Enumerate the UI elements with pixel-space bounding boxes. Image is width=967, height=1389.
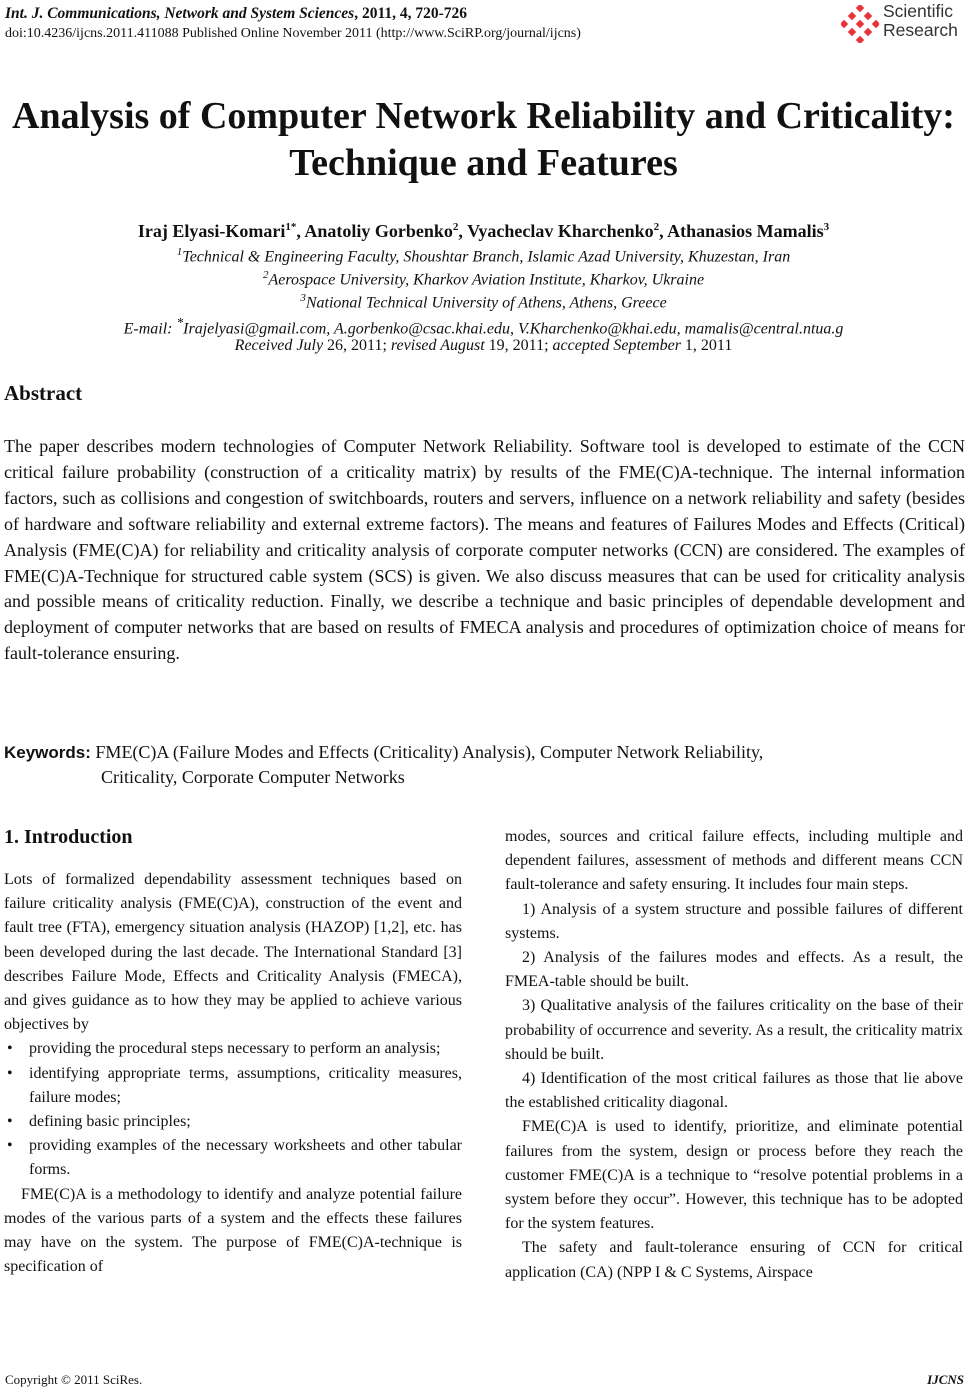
doi-line: doi:10.4236/ijcns.2011.411088 Published Online November 2011 (http://www.SciRP.org/journal/ijcns) [5,26,581,41]
bullet-icon: • [7,1064,13,1082]
right-column [505,825,963,1285]
author-name: Vyacheclav Kharchenko [467,221,654,241]
author-affiliation-mark: 1* [285,221,297,233]
journal-name: Int. J. Communications, Network and System Sciences [5,5,355,22]
author-name: Anatoliy Gorbenko [304,221,453,241]
abstract-text: The paper describes modern technologies of Computer Network Reliability. Software tool is developed to estimate of the CCN critical failure probability (construction of a criticality matrix) by results of the FME(C)A-technique. The internal information factors, such as collisions and congestion of switchboards, routers and servers, influence on a network reliability and safety (besides of hardware and software reliability and external extreme factors). The means and features of Failures Modes and Effects (Critical) Analysis (FME(C)A) for reliability and criticality analysis of corporate computer networks (CCN) are considered. The examples of FME(C)A-Technique for structured cable system (SCS) is given. We also discuss measures that can be used for criticality analysis and possible means of criticality reduction. Finally, we describe a technique and basic principles of dependable development and deployment of computer networks that are based on results of FMECA analysis and procedures of optimization choice of means for fault-tolerance ensuring. [4,436,965,664]
paragraph: Lots of formalized dependability assessment techniques based on failure criticality analysis (FME(C)A), construction of the event and fault tree (FTA), emergency situation analysis (HAZOP) [1,2], etc. has been developed during the last decade. The International Standard [3] describes Failure Mode, Effects and Criticality Analysis (FMECA), and gives guidance as to how they may be applied to achieve various objectives by [4,871,462,1034]
bullet-item: • providing the procedural steps necessary to perform an analysis; [4,1037,462,1061]
publisher-logo-text: Scientific Research [883,1,958,40]
journal-abbr: IJCNS [927,1372,964,1387]
step-3: 3) Qualitative analysis of the failures criticality on the base of their probability of occurrence and severity. As a result, the criticality matrix should be built. [505,997,963,1063]
publisher-logo-icon [841,5,879,43]
email-line: E-mail: *Irajelyasi@gmail.com, A.gorbenko@csac.khai.edu, V.Kharchenko@khai.edu, mamalis@central.ntua.g [123,315,844,338]
abstract-heading: Abstract [4,381,83,405]
affiliation-3: $^3$National Technical University of Athens, Athens, Greece [300,292,667,312]
step-2: 2) Analysis of the failures modes and effects. As a result, the FMEA-table should be built. [505,949,963,991]
author-name: Iraj Elyasi-Komari [137,221,286,241]
bullet-item: • identifying appropriate terms, assumptions, criticality measures, failure modes; [4,1062,462,1110]
paragraph: FME(C)A is a methodology to identify and analyze potential failure modes of the various parts of a system and the effects these failures may have on the system. The purpose of FME(C)A-technique is specification of [4,1185,462,1276]
step-1: 1) Analysis of a system structure and possible failures of different systems. [505,900,963,942]
author-name: Athanasios Mamalis [667,221,824,241]
keywords: Keywords: FME(C)A (Failure Modes and Effects (Criticality) Analysis), Computer Network Reliability, Criticality, Corporate Computer Networks [4,742,764,787]
journal-volume: , 2011, 4, 720-726 [354,5,468,22]
journal-citation [5,3,825,24]
author-list: Iraj Elyasi-Komari$^{1*}$, Anatoliy Gorbenko$^2$, Vyacheclav Kharchenko$^2$, Athanasios Mamalis$^3$ [137,221,830,241]
author-affiliation-mark: 2 [653,221,660,233]
affiliation-1: $^1$Technical & Engineering Faculty, Shoushtar Branch, Islamic Azad University, Khuzestan, Iran [176,246,791,266]
publisher-logo [841,2,961,44]
section-heading: 1. Introduction [4,826,133,848]
bullet-icon: • [7,1040,13,1058]
author-affiliation-mark: 3 [823,221,830,233]
paper-title: Analysis of Computer Network Reliability and Criticality: Technique and Features [12,95,955,184]
received-dates: Received July 26, 2011; revised August 19, 2011; accepted September 1, 2011 [234,337,733,354]
page-footer [5,1372,964,1388]
step-4: 4) Identification of the most critical failures as those that lie above the established criticality diagonal. [505,1070,963,1112]
bullet-item: • defining basic principles; [4,1110,462,1134]
running-header [5,3,825,43]
bullet-icon: • [7,1137,13,1155]
affiliation-2: $^2$Aerospace University, Kharkov Aviation Institute, Kharkov, Ukraine [262,269,705,289]
bullet-item: • providing examples of the necessary worksheets and other tabular forms. [4,1134,462,1182]
paragraph: FME(C)A is used to identify, prioritize, and eliminate potential failures from the system, design or process before they reach the customer FME(C)A is a technique to “resolve potential problems in a system before they occur”. However, this technique has to be adopted for the system features. [505,1118,963,1233]
author-affiliation-mark: 2 [452,221,459,233]
keywords-label: Keywords: [4,743,91,762]
left-column [4,825,462,1279]
paragraph: The safety and fault-tolerance ensuring of CCN for critical application (CA) (NPP I & C Systems, Airspace [505,1239,963,1281]
bullet-list [4,1037,462,1182]
bullet-icon: • [7,1113,13,1131]
paragraph: modes, sources and critical failure effects, including multiple and dependent failures, assessment of methods and different means CCN fault-tolerance and safety ensuring. It includes four main steps. [505,828,963,894]
copyright: Copyright © 2011 SciRes. [5,1372,143,1387]
